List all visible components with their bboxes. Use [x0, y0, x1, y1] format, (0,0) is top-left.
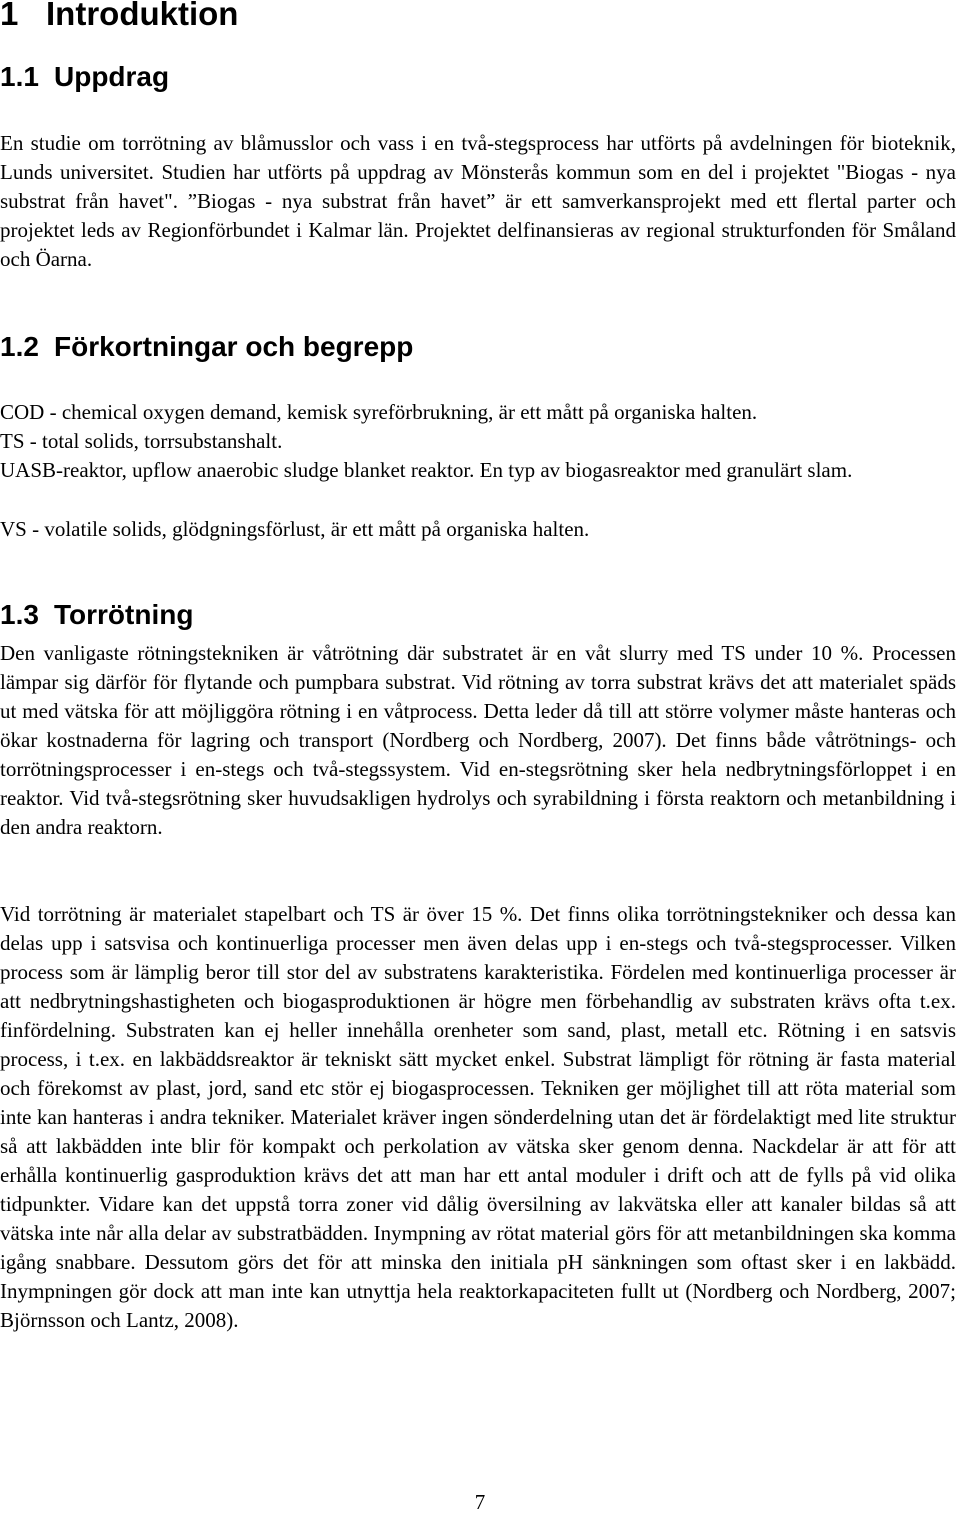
abbreviation-uasb: UASB-reaktor, upflow anaerobic sludge blanket reaktor. En typ av biogasreaktor med granulärt slam. [0, 458, 853, 482]
chapter-number: 1 [0, 0, 19, 32]
section-paragraph: En studie om torrötning av blåmusslor och vass i en två-stegsprocess har utförts på avdelningen för bioteknik, Lunds universitet. Studien har utförts på uppdrag av Mönsterås kommun som en del i projektet "Biogas - nya substrat från havet". ”Biogas - nya substrat från havet” är ett samverkansprojekt med ett flertal parter och projektet leds av Regionförbundet i Kalmar län. Projektet delfinansieras av regional strukturfonden för Småland och Öarna. [0, 131, 956, 271]
section-heading-torrotning [0, 598, 193, 632]
page-number: 7 [474, 1490, 486, 1514]
abbreviation-cod: COD - chemical oxygen demand, kemisk syreförbrukning, är ett mått på organiska halten. [0, 400, 758, 424]
section-number: 1.1 [0, 61, 39, 92]
section-heading-forkortningar [0, 330, 413, 364]
chapter-title: Introduktion [46, 0, 239, 32]
section-paragraph: Vid torrötning är materialet stapelbart och TS är över 15 %. Det finns olika torrötningstekniker och dessa kan delas upp i satsvisa och kontinuerliga processer men även delas upp i en-stegs och två-stegsprocesser. Vilken process som är lämplig beror till stor del av substratens karakteristika. Fördelen med kontinuerliga processer är att nedbrytningshastigheten och biogasproduktionen är högre men förbehandlig av substraten krävs ofta t.ex. finfördelning. Substraten kan ej heller innehålla orenheter som sand, plast, metall etc. Rötning i en satsvis process, i t.ex. en lakbäddsreaktor är tekniskt sätt mycket enkel. Substrat lämpligt för rötning är fasta material och förekomst av plast, jord, sand etc stör ej biogasprocessen. Tekniken ger möjlighet till att röta material som inte kan hanteras i andra tekniker. Materialet kräver ingen sönderdelning utan det är fördelaktigt med lite struktur så att lakbädden inte blir för kompakt och perkolation av vätska sker genom denna. Nackdelar är att för att erhålla kontinuerlig gasproduktion krävs det att man har ett antal moduler i drift och att de fylls på vid olika tidpunkter. Vidare kan det uppstå torra zoner vid dålig översilning av lakvätska eller att kanaler bildas så att vätska inte når alla delar av substratbädden. Inympning av rötat material görs för att metanbildningen ska komma igång snabbare. Dessutom görs det för att minska den initiala pH sänkningen som oftast sker i en lakbädd. Inympningen gör dock att man inte kan utnyttja hela reaktorkapaciteten fullt ut (Nordberg och Nordberg, 2007; Björnsson och Lantz, 2008). [0, 902, 956, 1332]
section-heading-uppdrag [0, 60, 169, 94]
section-title: Torrötning [54, 599, 194, 630]
section-title: Uppdrag [54, 61, 170, 92]
section-number: 1.2 [0, 331, 39, 362]
section-title: Förkortningar och begrepp [54, 331, 414, 362]
abbreviation-vs: VS - volatile solids, glödgningsförlust, är ett mått på organiska halten. [0, 517, 590, 541]
abbreviation-ts: TS - total solids, torrsubstanshalt. [0, 429, 283, 453]
section-paragraph: Den vanligaste rötningstekniken är våtrötning där substratet är en våt slurry med TS under 10 %. Processen lämpar sig därför för flytande och pumpbara substrat. Vid rötning av torra substrat krävs det att materialet späds ut med vätska för att möjliggöra rötning i en våtprocess. Detta leder då till att större volymer måste hanteras och ökar kostnaderna för lagring och transport (Nordberg och Nordberg, 2007). Det finns både våtrötnings- och torrötningsprocesser i en-stegs och två-stegssystem. Vid en-stegsrötning sker hela nedbrytningsförloppet i en reaktor. Vid två-stegsrötning sker huvudsakligen hydrolys och syrabildning i första reaktorn och metanbildning i den andra reaktorn. [0, 641, 956, 839]
chapter-heading [0, 0, 238, 34]
section-number: 1.3 [0, 599, 39, 630]
